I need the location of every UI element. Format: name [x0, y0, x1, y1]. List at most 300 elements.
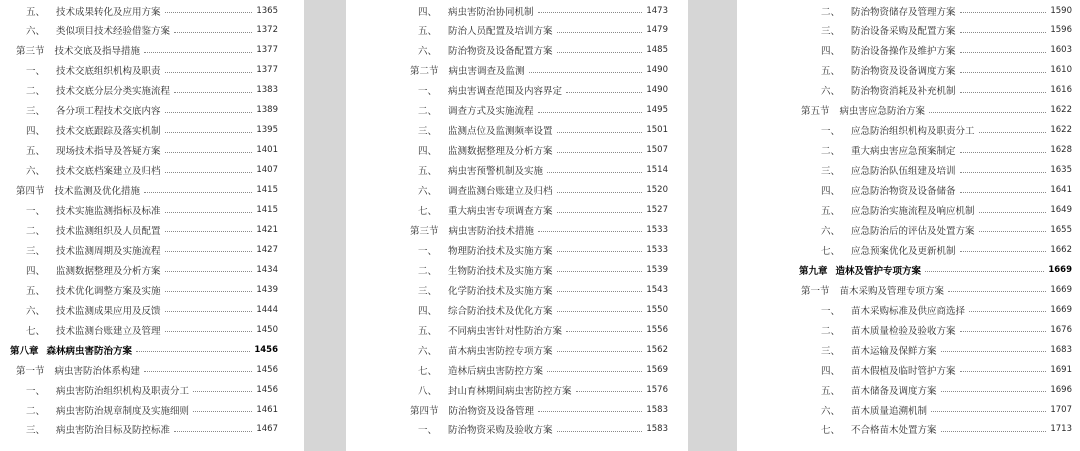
toc-leader-dots [941, 431, 1047, 432]
toc-entry-page-number: 1662 [1050, 244, 1072, 255]
toc-leader-dots [941, 391, 1047, 392]
toc-entry-number: 第一节 [801, 285, 830, 297]
toc-entry [801, 102, 1072, 119]
toc-entry [821, 221, 1072, 238]
toc-leader-dots [165, 172, 253, 173]
toc-entry-page-number: 1590 [1050, 5, 1072, 16]
toc-entry [821, 182, 1072, 199]
toc-entry-number: 四、 [418, 146, 438, 158]
toc-entry [26, 162, 278, 179]
toc-entry-page-number: 1527 [646, 205, 668, 215]
toc-entry-number: 四、 [418, 305, 438, 317]
toc-entry-page-number: 1456 [254, 344, 278, 355]
toc-entry-title: 类似项目技术经验借鉴方案 [56, 26, 171, 38]
toc-leader-dots [929, 112, 1046, 113]
toc-entry-number: 七、 [418, 206, 438, 217]
toc-entry-title: 化学防治技术及实施方案 [448, 285, 553, 297]
toc-entry-page-number: 1490 [646, 65, 668, 76]
toc-entry-number: 第二节 [410, 66, 439, 78]
toc-leader-dots [557, 311, 643, 312]
toc-entry-title: 病虫害防治协同机制 [448, 6, 534, 18]
toc-entry-title: 技术交底跟踪及落实机制 [56, 126, 161, 138]
toc-entry [16, 182, 278, 199]
toc-leader-dots [538, 112, 643, 113]
toc-leader-dots [193, 411, 252, 412]
toc-entry-page-number: 1622 [1050, 125, 1072, 136]
toc-leader-dots [165, 12, 253, 13]
toc-leader-dots [538, 12, 643, 13]
toc-entry-number: 六、 [821, 405, 841, 417]
toc-entry-number: 三、 [26, 106, 46, 118]
toc-entry-number: 七、 [821, 425, 841, 437]
toc-entry-number: 一、 [26, 385, 46, 397]
toc-entry-title: 病虫害防治组织机构及职责分工 [56, 385, 190, 397]
toc-entry-title: 综合防治技术及优化方案 [448, 305, 553, 317]
toc-entry-page-number: 1550 [646, 304, 668, 315]
toc-entry-number: 三、 [26, 245, 46, 257]
toc-entry-number: 七、 [26, 325, 46, 337]
toc-entry-number: 三、 [821, 166, 841, 178]
toc-entry-number: 三、 [418, 285, 438, 297]
toc-entry-page-number: 1377 [256, 65, 278, 76]
toc-entry-page-number: 1596 [1050, 25, 1072, 36]
toc-entry-page-number: 1395 [256, 125, 278, 136]
toc-entry-title: 病虫害应急防治方案 [839, 106, 926, 118]
toc-entry-number: 四、 [26, 265, 46, 277]
toc-entry-title: 应急防治队伍组建及培训 [851, 166, 956, 178]
toc-entry-page-number: 1583 [646, 404, 668, 415]
toc-entry-page-number: 1421 [256, 224, 278, 235]
toc-leader-dots [165, 72, 253, 73]
toc-leader-dots [948, 291, 1046, 292]
toc-entry-page-number: 1669 [1050, 304, 1072, 315]
toc-entry-number: 六、 [418, 345, 438, 357]
toc-entry-title: 技术监测及优化措施 [54, 186, 141, 198]
toc-entry [26, 321, 278, 338]
toc-leader-dots [144, 192, 252, 193]
toc-entry [26, 421, 278, 438]
toc-leader-dots [557, 431, 643, 432]
toc-leader-dots [941, 351, 1047, 352]
toc-entry-number: 第三节 [16, 46, 45, 58]
toc-leader-dots [165, 251, 253, 252]
toc-entry-page-number: 1556 [646, 324, 668, 335]
toc-entry-page-number: 1461 [256, 404, 278, 415]
toc-leader-dots [557, 152, 643, 153]
toc-entry-title: 苗木病虫害防控专项方案 [448, 345, 553, 357]
toc-entry-title: 病虫害调查范围及内容界定 [448, 86, 563, 98]
toc-entry-number: 一、 [26, 206, 46, 217]
toc-entry-page-number: 1520 [646, 185, 668, 196]
toc-entry-title: 防治物资及设备配置方案 [448, 46, 553, 58]
toc-entry-number: 五、 [418, 325, 438, 337]
toc-entry-number: 六、 [418, 46, 438, 58]
toc-entry [418, 22, 668, 39]
toc-entry-number: 五、 [821, 385, 841, 397]
toc-leader-dots [557, 212, 643, 213]
toc-entry-number: 六、 [821, 86, 841, 98]
toc-leader-dots [136, 351, 250, 352]
toc-entry-number: 四、 [418, 6, 438, 18]
toc-entry-title: 监测数据整理及分析方案 [448, 146, 553, 158]
toc-leader-dots [174, 32, 252, 33]
toc-leader-dots [557, 351, 643, 352]
toc-entry-title: 造林及管护专项方案 [835, 265, 922, 277]
toc-leader-dots [165, 331, 253, 332]
toc-entry [821, 142, 1072, 159]
toc-entry-title: 技术监测周期及实施流程 [56, 245, 161, 257]
toc-entry-title: 苗木质量检验及验收方案 [851, 325, 956, 337]
toc-leader-dots [165, 291, 253, 292]
toc-entry [799, 261, 1072, 278]
toc-entry-title: 调查监测台账建立及归档 [448, 186, 553, 198]
toc-leader-dots [960, 52, 1047, 53]
toc-entry-title: 生物防治技术及实施方案 [448, 265, 553, 277]
toc-entry-title: 苗木质量追溯机制 [851, 405, 928, 417]
toc-entry-page-number: 1533 [646, 224, 668, 235]
toc-entry-page-number: 1514 [646, 165, 668, 176]
toc-entry [821, 22, 1072, 39]
toc-entry [26, 102, 278, 119]
toc-entry-page-number: 1415 [256, 185, 278, 196]
toc-leader-dots [925, 271, 1044, 272]
toc-entry-title: 技术监测组织及人员配置 [56, 225, 161, 237]
toc-leader-dots [557, 132, 643, 133]
toc-entry-title: 不合格苗木处置方案 [851, 425, 937, 437]
toc-leader-dots [165, 231, 253, 232]
toc-entry-number: 二、 [418, 106, 438, 118]
toc-entry-page-number: 1628 [1050, 145, 1072, 156]
toc-entry-page-number: 1533 [646, 244, 668, 255]
toc-entry-number: 四、 [821, 365, 841, 377]
toc-entry-number: 五、 [26, 285, 46, 297]
toc-leader-dots [566, 331, 642, 332]
toc-leader-dots [538, 231, 642, 232]
toc-entry [821, 162, 1072, 179]
toc-entry-title: 物理防治技术及实施方案 [448, 245, 553, 257]
toc-leader-dots [538, 411, 642, 412]
toc-entry-page-number: 1683 [1050, 344, 1072, 355]
toc-entry-title: 病虫害防治技术措施 [448, 225, 535, 237]
toc-entry [821, 202, 1072, 219]
toc-entry-page-number: 1655 [1050, 224, 1072, 235]
toc-entry [418, 122, 668, 139]
toc-entry [821, 321, 1072, 338]
toc-entry [821, 241, 1072, 258]
toc-entry-page-number: 1676 [1050, 324, 1072, 335]
toc-entry-number: 三、 [821, 345, 841, 357]
toc-entry [26, 261, 278, 278]
toc-entry-number: 四、 [821, 46, 841, 58]
toc-leader-dots [144, 371, 252, 372]
toc-entry-page-number: 1389 [256, 105, 278, 116]
toc-entry-title: 防治设备操作及维护方案 [851, 46, 956, 58]
toc-leader-dots [557, 192, 643, 193]
toc-entry [821, 421, 1072, 438]
toc-entry-title: 技术成果转化及应用方案 [56, 6, 161, 18]
toc-entry-page-number: 1691 [1050, 364, 1072, 375]
toc-entry-page-number: 1507 [646, 145, 668, 156]
toc-entry-page-number: 1407 [256, 165, 278, 176]
toc-leader-dots [960, 92, 1047, 93]
toc-entry-page-number: 1539 [646, 264, 668, 275]
toc-entry [418, 162, 668, 179]
toc-entry [418, 42, 668, 59]
toc-entry [418, 361, 668, 378]
toc-entry-page-number: 1696 [1050, 384, 1072, 395]
toc-entry-title: 苗木采购标准及供应商选择 [851, 305, 966, 317]
toc-entry-title: 封山育林期间病虫害防控方案 [448, 385, 572, 397]
toc-entry-page-number: 1616 [1050, 85, 1072, 96]
toc-leader-dots [960, 192, 1047, 193]
toc-leader-dots [557, 32, 643, 33]
toc-leader-dots [547, 371, 642, 372]
toc-leader-dots [979, 132, 1047, 133]
toc-entry-title: 防治物资及设备调度方案 [851, 66, 956, 78]
toc-entry [418, 82, 668, 99]
toc-entry-number: 六、 [26, 305, 46, 317]
toc-entry-page-number: 1490 [646, 85, 668, 96]
toc-entry [26, 142, 278, 159]
toc-entry-page-number: 1434 [256, 264, 278, 275]
toc-entry-title: 防治设备采购及配置方案 [851, 26, 956, 38]
toc-entry-number: 二、 [26, 405, 46, 417]
toc-entry [418, 261, 668, 278]
toc-entry-number: 第一节 [16, 365, 45, 377]
toc-entry-page-number: 1485 [646, 45, 668, 56]
toc-page-3 [737, 0, 1080, 451]
toc-entry [418, 241, 668, 258]
toc-entry-title: 应急防治后的评估及处置方案 [851, 225, 975, 237]
toc-leader-dots [960, 251, 1047, 252]
toc-entry-number: 一、 [821, 126, 841, 138]
toc-entry-title: 苗木采购及管理专项方案 [839, 285, 945, 297]
toc-entry-page-number: 1669 [1048, 264, 1072, 275]
toc-entry-page-number: 1439 [256, 284, 278, 295]
toc-entry [26, 241, 278, 258]
toc-entry-title: 病虫害防治规章制度及实施细则 [56, 405, 190, 417]
toc-page-2 [346, 0, 688, 451]
toc-entry-title: 技术实施监测指标及标准 [56, 206, 161, 217]
toc-entry [418, 102, 668, 119]
toc-leader-dots [931, 411, 1046, 412]
toc-entry-page-number: 1495 [646, 105, 668, 116]
toc-entry-number: 六、 [26, 26, 46, 38]
toc-entry-page-number: 1635 [1050, 165, 1072, 176]
toc-entry-page-number: 1467 [256, 424, 278, 435]
toc-entry-page-number: 1569 [646, 364, 668, 375]
toc-entry [418, 341, 668, 358]
toc-entry-number: 第八章 [10, 345, 39, 357]
toc-entry-title: 重大病虫害专项调查方案 [448, 206, 553, 217]
toc-entry-title: 技术交底组织机构及职责 [56, 66, 161, 78]
toc-entry [821, 62, 1072, 79]
toc-entry-number: 五、 [418, 166, 438, 178]
toc-leader-dots [979, 212, 1047, 213]
toc-leader-dots [969, 311, 1046, 312]
toc-entry-title: 病虫害调查及监测 [448, 66, 525, 78]
toc-entry [26, 22, 278, 39]
toc-entry-title: 病虫害预警机制及实施 [448, 166, 544, 178]
toc-entry [410, 401, 668, 418]
toc-entry-number: 六、 [821, 225, 841, 237]
toc-entry-title: 现场技术指导及答疑方案 [56, 146, 161, 158]
toc-entry-page-number: 1501 [646, 125, 668, 136]
toc-entry [10, 341, 278, 358]
toc-entry-title: 监测数据整理及分析方案 [56, 265, 161, 277]
toc-entry-number: 四、 [26, 126, 46, 138]
toc-entry [418, 2, 668, 19]
toc-entry [26, 381, 278, 398]
toc-entry [410, 221, 668, 238]
toc-entry-title: 监测点位及监测频率设置 [448, 126, 553, 138]
toc-leader-dots [576, 391, 643, 392]
toc-entry-page-number: 1622 [1050, 105, 1072, 116]
toc-entry [26, 401, 278, 418]
toc-entry-title: 病虫害防治目标及防控标准 [56, 425, 171, 437]
toc-entry-title: 应急防治物资及设备储备 [851, 186, 956, 198]
toc-entry [26, 301, 278, 318]
toc-entry [410, 62, 668, 79]
toc-entry [418, 281, 668, 298]
toc-entry [821, 2, 1072, 19]
toc-leader-dots [566, 92, 642, 93]
toc-entry-page-number: 1456 [256, 364, 278, 375]
toc-entry [26, 202, 278, 219]
toc-entry-title: 技术交底分层分类实施流程 [56, 86, 171, 98]
toc-entry [821, 82, 1072, 99]
toc-entry-number: 三、 [418, 126, 438, 138]
toc-entry-title: 造林后病虫害防控方案 [448, 365, 544, 377]
toc-entry-title: 森林病虫害防治方案 [46, 345, 133, 357]
toc-entry-title: 病虫害防治体系构建 [54, 365, 141, 377]
toc-entry-page-number: 1649 [1050, 205, 1072, 215]
toc-entry-title: 防治物资储存及管理方案 [851, 6, 956, 18]
toc-entry-number: 七、 [821, 245, 841, 257]
toc-entry-page-number: 1707 [1050, 404, 1072, 415]
toc-leader-dots [960, 331, 1047, 332]
toc-entry [418, 202, 668, 219]
toc-entry [821, 401, 1072, 418]
toc-entry [418, 301, 668, 318]
toc-entry-page-number: 1610 [1050, 65, 1072, 76]
toc-entry-page-number: 1456 [256, 384, 278, 395]
toc-entry-page-number: 1377 [256, 45, 278, 56]
toc-entry-number: 三、 [26, 425, 46, 437]
toc-entry [26, 2, 278, 19]
toc-entry [821, 341, 1072, 358]
toc-entry-page-number: 1473 [646, 5, 668, 16]
toc-entry-page-number: 1365 [256, 5, 278, 16]
toc-entry-number: 五、 [26, 146, 46, 158]
toc-leader-dots [193, 391, 252, 392]
toc-entry-number: 三、 [821, 26, 841, 38]
toc-entry [821, 122, 1072, 139]
toc-entry [418, 381, 668, 398]
toc-entry-number: 六、 [26, 166, 46, 178]
toc-entry-title: 不同病虫害针对性防治方案 [448, 325, 563, 337]
toc-entry [16, 361, 278, 378]
toc-leader-dots [557, 291, 643, 292]
toc-leader-dots [165, 152, 253, 153]
toc-entry-number: 一、 [418, 86, 438, 98]
toc-entry-number: 第三节 [410, 225, 439, 237]
toc-leader-dots [547, 172, 642, 173]
toc-entry-page-number: 1713 [1050, 424, 1072, 435]
toc-entry-page-number: 1583 [646, 424, 668, 435]
toc-entry [418, 182, 668, 199]
toc-entry-number: 二、 [26, 86, 46, 98]
toc-entry-title: 调查方式及实施流程 [448, 106, 534, 118]
toc-leader-dots [960, 72, 1047, 73]
toc-leader-dots [979, 231, 1047, 232]
toc-entry-page-number: 1669 [1050, 284, 1072, 295]
toc-entry-page-number: 1372 [256, 25, 278, 36]
toc-entry [821, 361, 1072, 378]
toc-entry-number: 一、 [418, 425, 438, 437]
toc-entry-page-number: 1427 [256, 244, 278, 255]
toc-entry [26, 122, 278, 139]
toc-entry-number: 六、 [418, 186, 438, 198]
toc-leader-dots [960, 172, 1047, 173]
toc-leader-dots [557, 251, 643, 252]
toc-entry [26, 281, 278, 298]
toc-entry-number: 五、 [821, 206, 841, 217]
toc-entry-number: 第四节 [410, 405, 439, 417]
toc-entry-page-number: 1562 [646, 344, 668, 355]
toc-entry-page-number: 1641 [1050, 185, 1072, 196]
toc-entry [418, 142, 668, 159]
toc-leader-dots [165, 112, 253, 113]
toc-entry-title: 应急防治实施流程及响应机制 [851, 206, 975, 217]
toc-entry-number: 五、 [418, 26, 438, 38]
toc-entry-page-number: 1576 [646, 384, 668, 395]
toc-entry-number: 一、 [418, 245, 438, 257]
toc-entry-title: 应急预案优化及更新机制 [851, 245, 956, 257]
toc-entry [26, 62, 278, 79]
toc-entry-number: 二、 [821, 6, 841, 18]
toc-entry [26, 82, 278, 99]
toc-entry-number: 二、 [26, 225, 46, 237]
toc-leader-dots [165, 311, 253, 312]
toc-entry-number: 五、 [26, 6, 46, 18]
toc-leader-dots [529, 72, 643, 73]
toc-leader-dots [960, 371, 1047, 372]
toc-entry-page-number: 1450 [256, 324, 278, 335]
toc-entry-title: 各分项工程技术交底内容 [56, 106, 161, 118]
toc-entry-title: 防治物资采购及验收方案 [448, 425, 553, 437]
toc-leader-dots [960, 32, 1047, 33]
toc-entry [26, 221, 278, 238]
toc-entry-title: 防治物资消耗及补充机制 [851, 86, 956, 98]
toc-entry-title: 技术优化调整方案及实施 [56, 285, 161, 297]
toc-entry-title: 苗木运输及保鲜方案 [851, 345, 937, 357]
toc-leader-dots [165, 212, 253, 213]
toc-entry-number: 第五节 [801, 106, 830, 118]
toc-leader-dots [557, 271, 643, 272]
toc-entry-page-number: 1543 [646, 284, 668, 295]
toc-entry-number: 二、 [418, 265, 438, 277]
toc-entry-number: 二、 [821, 146, 841, 158]
toc-entry [418, 421, 668, 438]
toc-entry [821, 301, 1072, 318]
toc-entry-number: 二、 [821, 325, 841, 337]
toc-page-1 [0, 0, 304, 451]
toc-entry-title: 技术监测成果应用及反馈 [56, 305, 161, 317]
toc-entry-title: 技术交底及指导措施 [54, 46, 141, 58]
toc-entry-number: 第九章 [799, 265, 828, 277]
toc-leader-dots [174, 92, 252, 93]
